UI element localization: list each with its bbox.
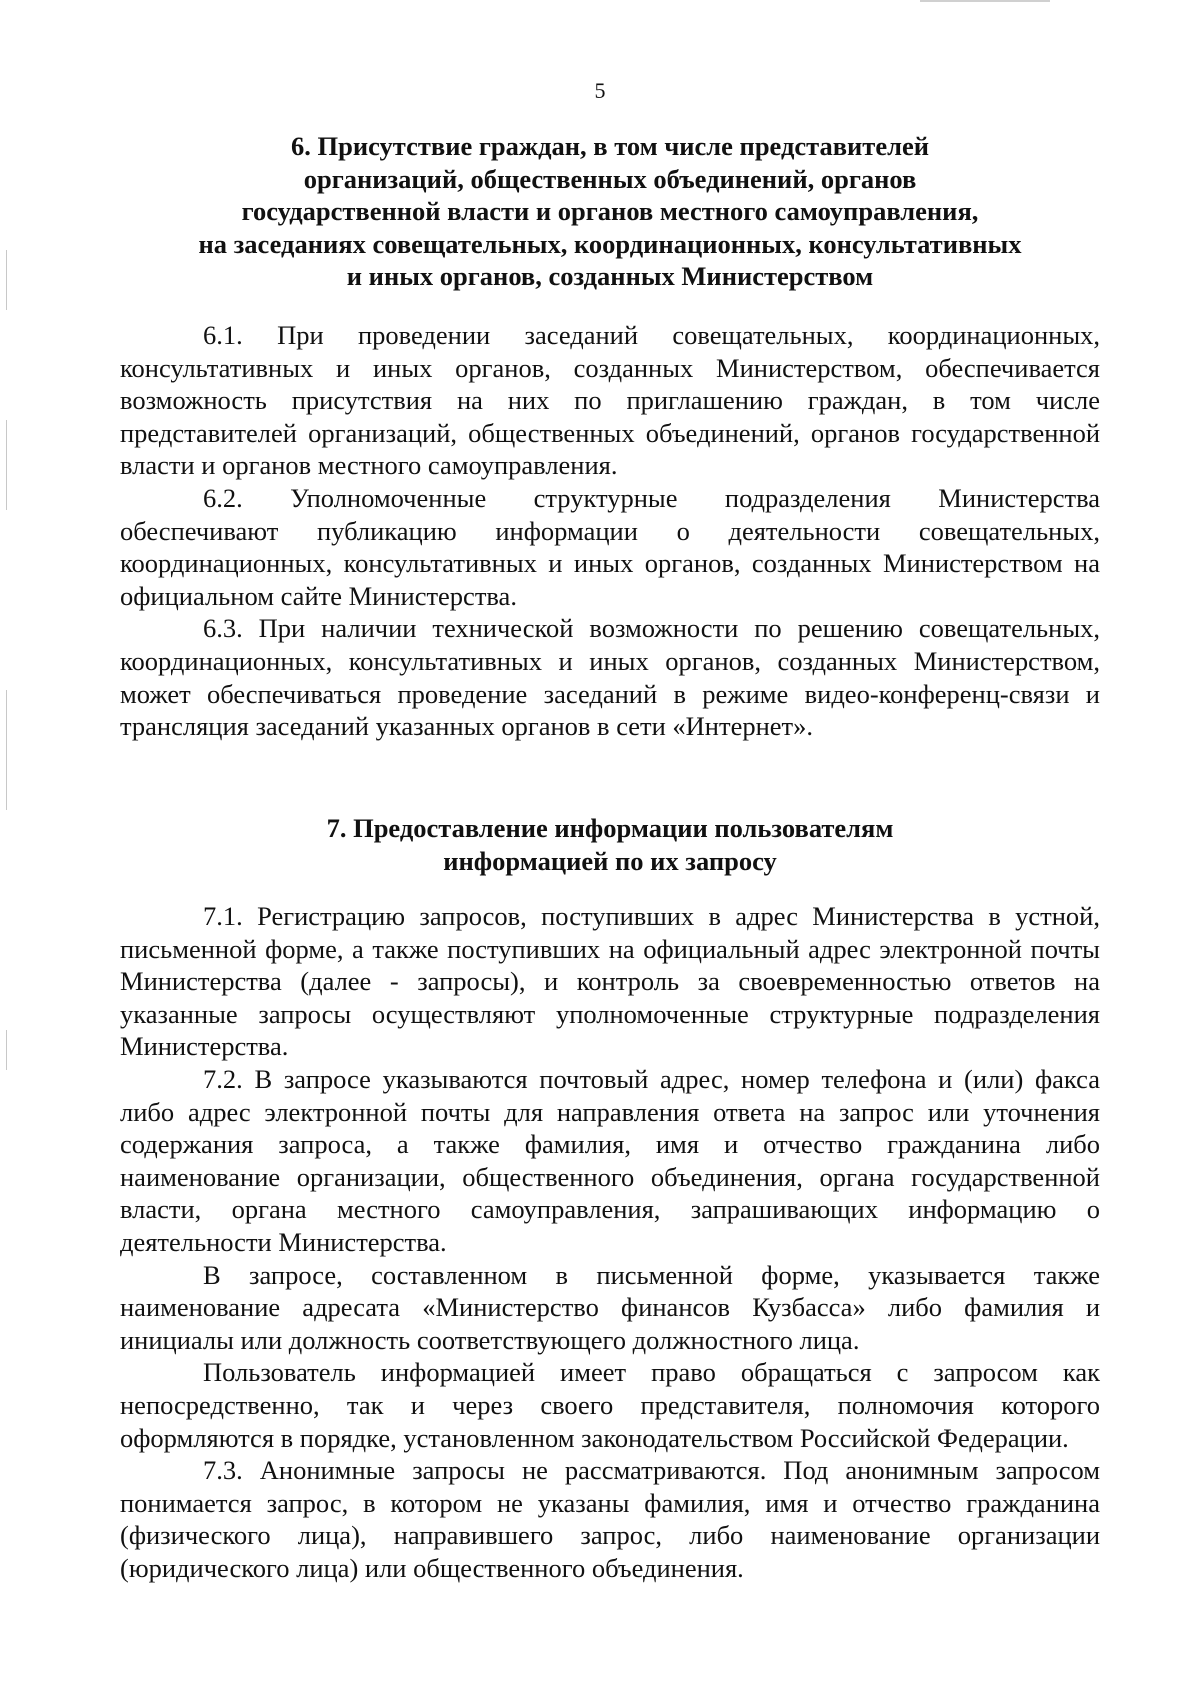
section-7-title-line: информацией по их запросу	[443, 845, 777, 876]
scan-edge-mark	[6, 1030, 7, 1070]
scan-edge-mark	[6, 420, 7, 510]
section-6-title-line: государственной власти и органов местного самоуправления,	[241, 196, 979, 226]
scan-edge-mark	[6, 250, 7, 310]
section-6-title-line: и иных органов, созданных Министерством	[346, 261, 874, 291]
section-6-title-line: 6. Присутствие граждан, в том числе представителей	[291, 131, 929, 161]
page-number: 5	[594, 78, 606, 103]
paragraph-7-2-representative: Пользователь информацией имеет право обращаться с запросом как непосредственно, так и через своего представителя, полномочия которого оформляются в порядке, установленном законодательством Российской Федерации.	[120, 1357, 1100, 1453]
paragraph-7-2: 7.2. В запросе указываются почтовый адрес, номер телефона и (или) факса либо адрес электронной почты для направления ответа на запрос или уточнения содержания запроса, а также фамилия, имя и отчество гражданина либо наименование организации, общественного объединения, органа государственной власти, органа местного самоуправления, запрашивающих информацию о деятельности Министерства.	[120, 1063, 1100, 1257]
paragraph-6-3: 6.3. При наличии технической возможности по решению совещательных, координационных, консультативных и иных органов, созданных Министерством, может обеспечиваться проведение заседаний в режиме видео-конференц-связи и трансляция заседаний указанных органов в сети «Интернет».	[120, 613, 1100, 742]
section-6-title-line: на заседаниях совещательных, координационных, консультативных	[198, 228, 1022, 259]
section-6-title	[120, 130, 1100, 293]
paragraph-7-1: 7.1. Регистрацию запросов, поступивших в адрес Министерства в устной, письменной форме, а также поступивших на официальный адрес электронной почты Министерства (далее - запросы), и контроль за своевременностью ответов на указанные запросы осуществляют уполномоченные структурные подразделения Министерства.	[120, 901, 1100, 1062]
section-6-title-line: организаций, общественных объединений, органов	[303, 163, 917, 194]
paragraph-7-3: 7.3. Анонимные запросы не рассматриваются. Под анонимным запросом понимается запрос, в котором не указаны фамилия, имя и отчество гражданина (физического лица), направившего запрос, либо наименование организации (юридического лица) или общественного объединения.	[120, 1455, 1100, 1583]
section-6-body	[120, 319, 1100, 743]
section-7-title	[120, 812, 1100, 877]
paragraph-6-1: 6.1. При проведении заседаний совещательных, координационных, консультативных и иных органов, созданных Министерством, обеспечивается возможность присутствия на них по приглашению граждан, в том числе представителей организаций, общественных объединений, органов государственной власти и органов местного самоуправления.	[120, 320, 1100, 481]
section-7-title-line: 7. Предоставление информации пользователям	[326, 813, 894, 843]
scan-edge-mark	[920, 0, 1050, 2]
paragraph-6-2: 6.2. Уполномоченные структурные подразделения Министерства обеспечивают публикацию информации о деятельности совещательных, координационных, консультативных и иных органов, созданных Министерством на официальном сайте Министерства.	[120, 482, 1100, 611]
scan-edge-mark	[6, 690, 7, 810]
section-7-body	[120, 900, 1100, 1584]
paragraph-7-2-written-request: В запросе, составленном в письменной форме, указывается также наименование адресата «Министерство финансов Кузбасса» либо фамилия и инициалы или должность соответствующего должностного лица.	[120, 1259, 1100, 1355]
